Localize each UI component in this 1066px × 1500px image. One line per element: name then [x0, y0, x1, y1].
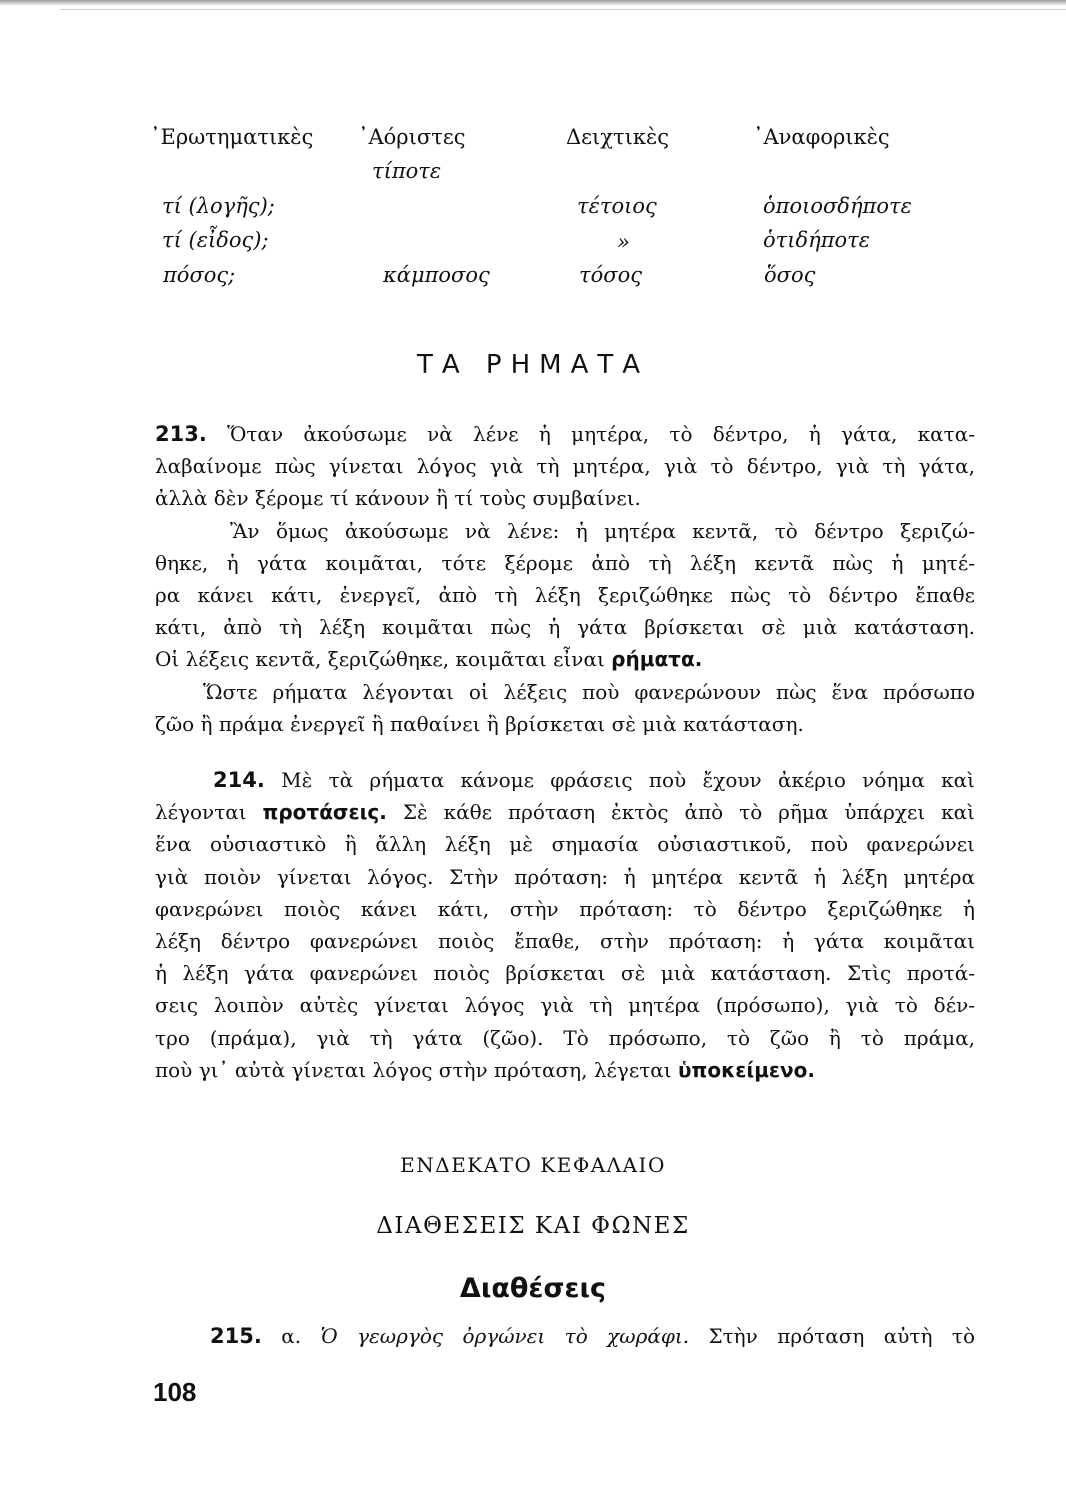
page-number: 108 [153, 1377, 197, 1407]
text-line: λαβαίνομε πὼς γίνεται λόγος γιὰ τὴ μητέρα, γιὰ τὸ δέντρο, γιὰ τὴ γάτα, [155, 454, 975, 479]
text-line-content: λέγονται [155, 800, 247, 825]
text-line: ζῶο ἢ πράμα ἐνεργεῖ ἢ παθαίνει ἢ βρίσκεται σὲ μιὰ κατάσταση. [155, 711, 804, 736]
chapter-subtitle: Διαθέσεις [459, 1273, 607, 1304]
table-cell: τί (λογῆς); [162, 194, 275, 218]
table-header-indefinite: ᾿Αόριστες [358, 125, 466, 149]
paragraph-215 [210, 1320, 975, 1352]
text-line: Ἂν ὅμως ἀκούσωμε νὰ λένε: ἡ μητέρα κεντᾶ, τὸ δέντρο ξεριζώ- [230, 518, 975, 543]
term-protaseis: προτάσεις. [262, 800, 387, 825]
text-line-content: Σὲ κάθε πρόταση ἐκτὸς ἀπὸ τὸ ρῆμα ὑπάρχει καὶ [402, 800, 976, 825]
paragraph-214 [155, 764, 975, 1086]
table-cell: τέτοιος [577, 194, 657, 218]
table-header-relative: ᾿Αναφορικὲς [753, 125, 890, 149]
text-line [155, 418, 975, 450]
chapter-title: ΔΙΑΘΕΣΕΙΣ ΚΑΙ ΦΩΝΕΣ [376, 1213, 690, 1239]
text-line: ἕνα οὐσιαστικὸ ἢ ἄλλη λέξη μὲ σημασία οὐσιαστικοῦ, ποὺ φανερώνει [155, 832, 975, 857]
text-line: σεις λοιπὸν αὐτὲς γίνεται λόγος γιὰ τὴ μητέρα (πρόσωπο), γιὰ τὸ δέν- [155, 993, 975, 1018]
table-cell: τί (εἶδος); [162, 228, 269, 252]
text-line: ἡ λέξη γάτα φανερώνει ποιὸς βρίσκεται σὲ μιὰ κατάσταση. Στὶς προτά- [155, 961, 975, 986]
text-line: κάτι, ἀπὸ τὴ λέξη κοιμᾶται πὼς ἡ γάτα βρίσκεται σὲ μιὰ κατάσταση. [155, 615, 975, 640]
table-header-interrogative: ᾿Ερωτηματικὲς [150, 125, 314, 149]
text-line-content: Οἱ λέξεις κεντᾶ, ξεριζώθηκε, κοιμᾶται εἶναι [155, 647, 605, 672]
chapter-number: ΕΝΔΕΚΑΤΟ ΚΕΦΑΛΑΙΟ [400, 1153, 666, 1177]
text-line: ρα κάνει κάτι, ἐνεργεῖ, ἀπὸ τὴ λέξη ξεριζώθηκε πὼς τὸ δέντρο ἔπαθε [155, 583, 975, 608]
text-line [155, 1054, 975, 1086]
table-cell-ditto: » [617, 230, 630, 254]
text-line: θηκε, ἡ γάτα κοιμᾶται, τότε ξέρομε ἀπὸ τὴ λέξη κεντᾶ πὼς ἡ μητέ- [155, 550, 975, 575]
paragraph-213 [155, 418, 975, 740]
paragraph-number: 213. [155, 422, 207, 446]
paragraph-number: 214. [213, 768, 265, 792]
table-header-demonstrative: Δειχτικὲς [566, 125, 670, 149]
table-cell: κάμποσος [383, 263, 490, 287]
text-line [210, 1320, 975, 1352]
text-line: ἀλλὰ δὲν ξέρομε τί κάνουν ἢ τί τοὺς συμβαίνει. [155, 486, 641, 511]
table-cell: πόσος; [163, 263, 236, 287]
text-line: τρο (πράμα), γιὰ τὴ γάτα (ζῶο). Τὸ πρόσωπο, τὸ ζῶο ἢ τὸ πράμα, [155, 1025, 975, 1050]
term-ypokeimeno: ὑποκείμενο. [678, 1057, 816, 1082]
text-line-content: Μὲ τὰ ρήματα κάνομε φράσεις ποὺ ἔχουν ἀκέριο νόημα καὶ [281, 768, 976, 792]
text-line: λέξη δέντρο φανερώνει ποιὸς ἔπαθε, στὴν πρόταση: ἡ γάτα κοιμᾶται [155, 929, 975, 954]
example-sentence: Ὁ γεωργὸς ὀργώνει τὸ χωράφι. [320, 1324, 690, 1348]
text-line: γιὰ ποιὸν γίνεται λόγος. Στὴν πρόταση: ἡ μητέρα κεντᾶ ἡ λέξη μητέρα [155, 864, 975, 889]
text-line-content: α. [281, 1324, 302, 1348]
text-line-content: ποὺ γι᾿ αὐτὰ γίνεται λόγος στὴν πρόταση, λέγεται [155, 1057, 672, 1082]
text-line: φανερώνει ποιὸς κάνει κάτι, στὴν πρόταση: τὸ δέντρο ξεριζώθηκε ἡ [155, 896, 975, 921]
text-line-content: Ὅταν ἀκούσωμε νὰ λένε ἡ μητέρα, τὸ δέντρο, ἡ γάτα, κατα- [227, 422, 975, 446]
paragraph-number: 215. [210, 1324, 262, 1348]
table-cell: τίποτε [372, 159, 442, 183]
table-cell: τόσος [579, 263, 642, 287]
table-cell: ὅσος [764, 263, 816, 287]
text-line: Ὥστε ρήματα λέγονται οἱ λέξεις ποὺ φανερώνουν πὼς ἕνα πρόσωπο [203, 679, 975, 704]
term-rhmata: ρήματα. [611, 647, 703, 672]
text-line [155, 796, 975, 828]
table-cell: ὁτιδήποτε [763, 228, 871, 252]
table-cell: ὁποιοσδήποτε [763, 194, 912, 218]
section-heading: ΤΑ ΡΗΜΑΤΑ [416, 350, 650, 380]
text-line [155, 643, 975, 675]
text-line-content: Στὴν πρόταση αὐτὴ τὸ [708, 1324, 975, 1348]
scan-top-edge [0, 0, 1066, 6]
text-line [155, 764, 975, 796]
scan-top-edge-line [60, 9, 1066, 10]
